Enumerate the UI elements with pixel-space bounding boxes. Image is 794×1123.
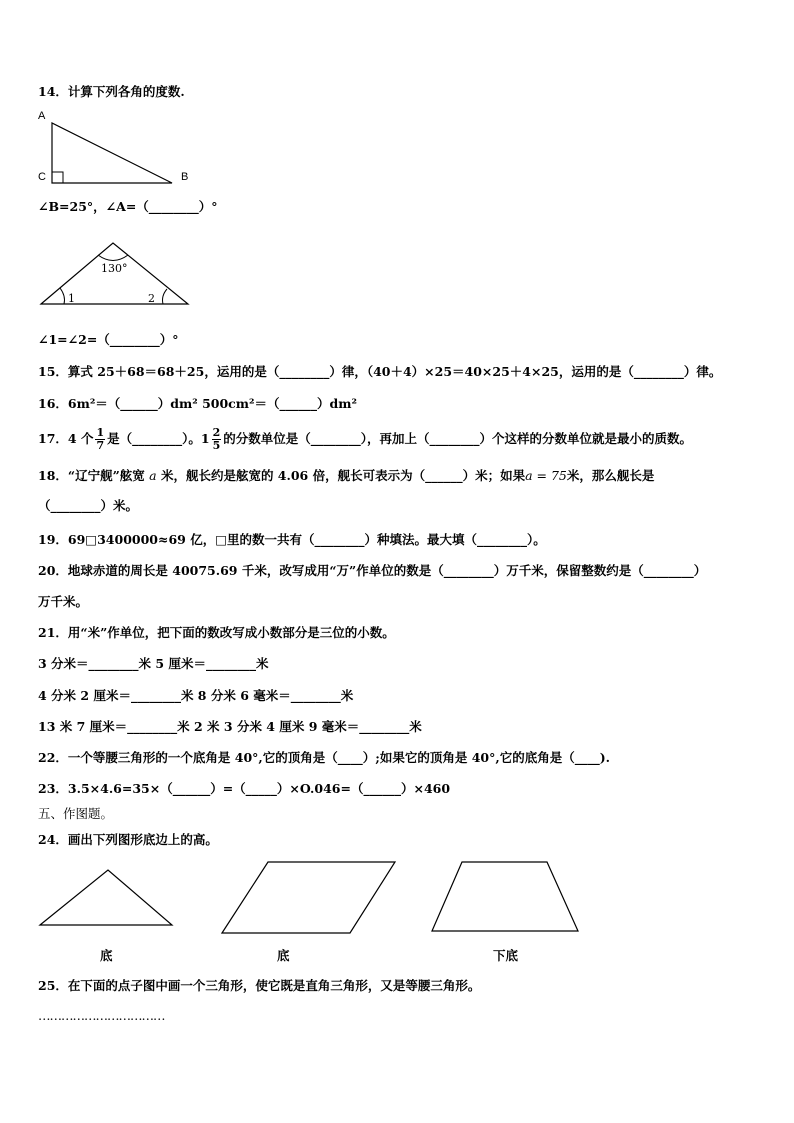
q22-text: 22．一个等腰三角形的一个底角是 40°,它的顶角是（____）;如果它的顶角是 40°,它的底角是（____). <box>38 750 610 765</box>
dot-grid-row: …………………………… <box>38 1008 165 1023</box>
q21-row: 4 分米 2 厘米＝________米 8 分米 6 毫米＝________米 <box>38 688 354 703</box>
q18-part3: 米，那么舰长是 <box>566 468 655 483</box>
q25-title: 25．在下面的点子图中画一个三角形，使它既是直角三角形，又是等腰三角形。 <box>38 978 481 993</box>
q24-title: 24．画出下列图形底边上的高。 <box>38 832 218 847</box>
q19-text: 19．69□3400000≈69 亿，□里的数一共有（________）种填法。最大填（________）。 <box>38 532 546 547</box>
fraction-numerator: 1 <box>96 426 105 439</box>
vertex-b-label: B <box>181 171 189 183</box>
q20-line2: 万千米。 <box>38 594 89 609</box>
triangle-shape <box>40 870 172 925</box>
q17-part2: 是（________）。1 <box>107 431 210 446</box>
apex-angle-label: 130° <box>101 262 128 275</box>
q23-text: 23．3.5×4.6=35×（______）=（_____）×O.046=（______）×460 <box>38 781 451 796</box>
trapezoid-base-caption: 下底 <box>493 948 519 963</box>
q14-answer-line2: ∠1=∠2=（________）° <box>38 332 179 347</box>
q14-title: 14．计算下列各角的度数. <box>38 84 185 99</box>
angle-1-label: 1 <box>68 292 75 305</box>
q21-title: 21．用“米”作单位，把下面的数改写成小数部分是三位的小数。 <box>38 625 395 640</box>
q18-part1: 18．“辽宁舰”舷宽 <box>38 468 145 483</box>
fraction-numerator: 2 <box>212 426 221 439</box>
q20-line1: 20．地球赤道的周长是 40075.69 千米，改写成用“万”作单位的数是（________）万千米，保留整数约是（________） <box>38 563 707 578</box>
q14-answer-line1: ∠B=25°，∠A=（________）° <box>38 199 218 214</box>
equation-a-75: a = 75 <box>525 468 567 483</box>
vertex-c-label: C <box>38 171 46 183</box>
section-heading: 五、作图题。 <box>38 806 114 821</box>
q16-text: 16．6m²＝（______）dm² 500cm²＝（______）dm² <box>38 396 357 411</box>
trapezoid-shape <box>432 862 578 931</box>
q18-part2: 米，舰长约是舷宽的 4.06 倍，舰长可表示为（______）米；如果 <box>160 468 526 483</box>
q15-text: 15．算式 25＋68＝68＋25，运用的是（________）律，（40＋4）×25＝40×25＋4×25，运用的是（________）律。 <box>38 364 722 379</box>
q17-part1: 17．4 个 <box>38 431 94 446</box>
angle-2-label: 2 <box>148 292 155 305</box>
q18-line2: （________）米。 <box>38 498 139 513</box>
parallelogram-base-caption: 底 <box>277 948 290 963</box>
q17-part3: 的分数单位是（________），再加上（________）个这样的分数单位就是最小的质数。 <box>223 431 692 446</box>
triangle-base-caption: 底 <box>100 948 113 963</box>
q21-row: 3 分米＝________米 5 厘米＝________米 <box>38 656 269 671</box>
fraction-denominator: 7 <box>96 439 105 452</box>
fraction-denominator: 5 <box>212 439 221 452</box>
q21-row: 13 米 7 厘米＝________米 2 米 3 分米 4 厘米 9 毫米＝________米 <box>38 719 422 734</box>
parallelogram-shape <box>222 862 395 933</box>
vertex-a-label: A <box>38 110 46 122</box>
variable-a: a <box>149 468 157 483</box>
